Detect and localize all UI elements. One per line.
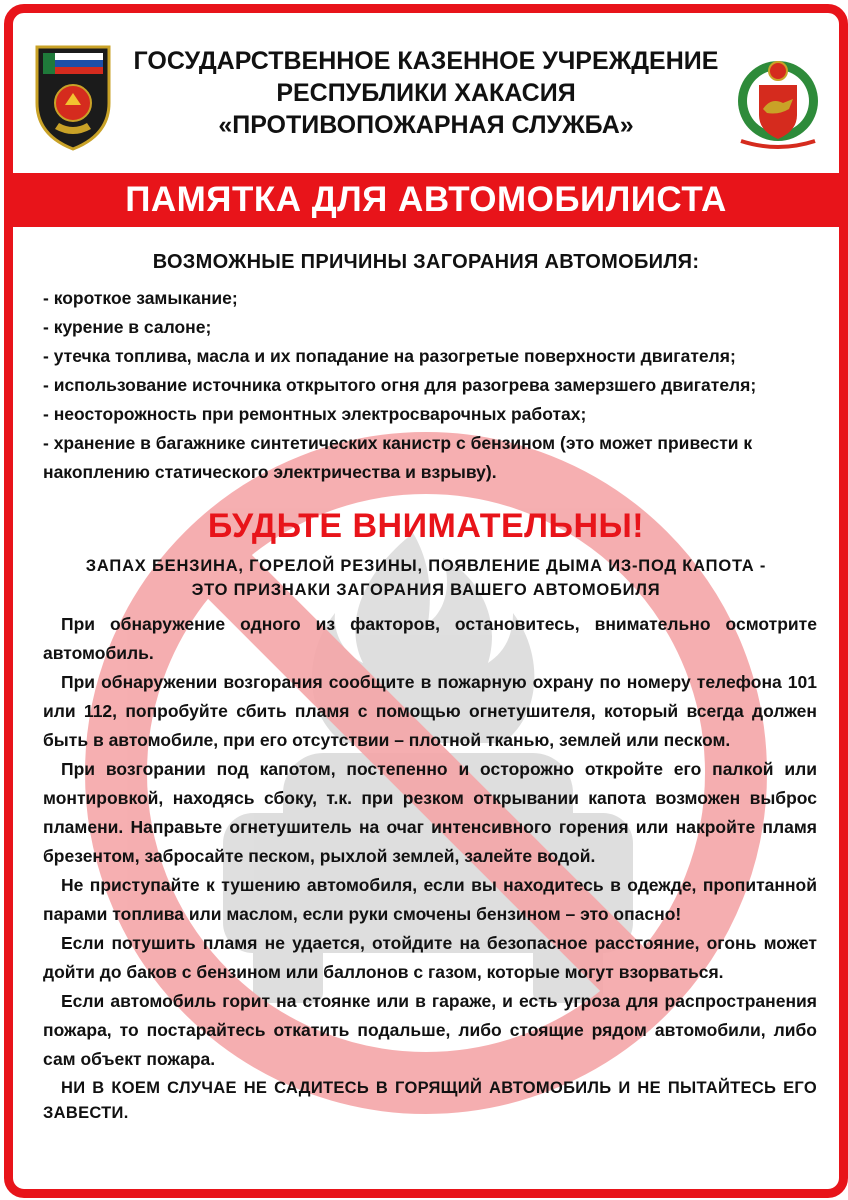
org-line-3: «ПРОТИВОПОЖАРНАЯ СЛУЖБА» [218, 111, 634, 139]
instruction-paragraph: При обнаружение одного из факторов, остановитесь, внимательно осмотрите автомобиль. [43, 614, 817, 663]
cause-item: - утечка топлива, масла и их попадание на разогретые поверхности двигателя; [43, 346, 736, 366]
instruction-paragraph: Если автомобиль горит на стоянке или в гараже, и есть угроза для распространения пожара, то постарайтесь откатить подальше, либо стоящие рядом автомобили, либо сам объект пожара. [43, 991, 817, 1069]
coat-of-arms-icon [731, 49, 825, 153]
causes-heading: ВОЗМОЖНЫЕ ПРИЧИНЫ ЗАГОРАНИЯ АВТОМОБИЛЯ: [152, 251, 700, 273]
fire-service-shield-icon [33, 43, 113, 151]
cause-item: - хранение в багажнике синтетических канистр с бензином (это может привести к накоплению статического электричества и взрыву). [43, 433, 753, 482]
instruction-paragraph: При обнаружении возгорания сообщите в пожарную охрану по номеру телефона 101 или 112, попробуйте сбить пламя с помощью огнетушителя, который всегда должен быть в автомобиле, при его отсутствии – плотной тканью, землей или песком. [43, 672, 817, 750]
warning-line-2: ЭТО ПРИЗНАКИ ЗАГОРАНИЯ ВАШЕГО АВТОМОБИЛЯ [191, 581, 661, 599]
cause-item: - использование источника открытого огня для разогрева замерзшего двигателя; [43, 375, 757, 395]
org-line-2: РЕСПУБЛИКИ ХАКАСИЯ [276, 79, 576, 107]
header [13, 13, 839, 173]
attention-heading: БУДЬТЕ ВНИМАТЕЛЬНЫ! [207, 507, 645, 545]
org-line-1: ГОСУДАРСТВЕННОЕ КАЗЕННОЕ УЧРЕЖДЕНИЕ [133, 47, 719, 75]
instruction-paragraph: Не приступайте к тушению автомобиля, если вы находитесь в одежде, пропитанной парами топлива или маслом, если руки смочены бензином – это опасно! [43, 875, 817, 924]
poster-frame [4, 4, 848, 1198]
organization-name [113, 45, 739, 141]
cause-item: - короткое замыкание; [43, 288, 238, 308]
cause-item: - неосторожность при ремонтных электросварочных работах; [43, 404, 587, 424]
instruction-paragraph: Если потушить пламя не удается, отойдите на безопасное расстояние, огонь может дойти до баков с бензином или баллонов с газом, которые могут взорваться. [43, 933, 817, 982]
instruction-paragraph: При возгорании под капотом, постепенно и осторожно откройте его палкой или монтировкой, находясь сбоку, т.к. при резком открывании капота возможен выброс пламени. Направьте огнетушитель на очаг интенсивного горения или накройте пламя брезентом, забросайте песком, рыхлой землей, залейте водой. [43, 759, 817, 866]
final-warning: НИ В КОЕМ СЛУЧАЕ НЕ САДИТЕСЬ В ГОРЯЩИЙ АВТОМОБИЛЬ И НЕ ПЫТАЙТЕСЬ ЕГО ЗАВЕСТИ. [43, 1079, 817, 1122]
cause-item: - курение в салоне; [43, 317, 212, 337]
warning-text [33, 554, 819, 602]
warning-line-1: ЗАПАХ БЕНЗИНА, ГОРЕЛОЙ РЕЗИНЫ, ПОЯВЛЕНИЕ ДЫМА ИЗ-ПОД КАПОТА - [85, 557, 767, 575]
causes-list [13, 284, 839, 487]
page-title: ПАМЯТКА ДЛЯ АВТОМОБИЛИСТА [13, 173, 839, 227]
